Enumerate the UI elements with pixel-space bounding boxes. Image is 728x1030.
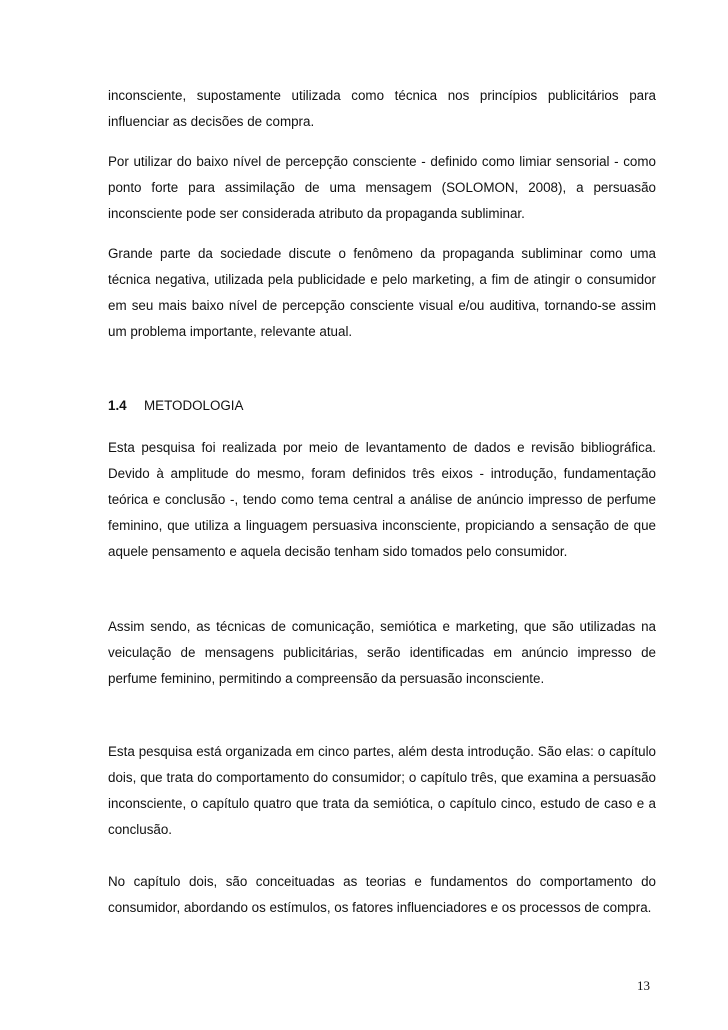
paragraph-subliminar-definition: Por utilizar do baixo nível de percepção consciente - definido como limiar sensorial - como ponto forte para assimilação de uma mensagem (SOLOMON, 2008), a persuasão inconsciente pode ser considerada atributo da propaganda subliminar. xyxy=(108,154,656,221)
paragraph-chapter-two: No capítulo dois, são conceituadas as teorias e fundamentos do comportamento do consumidor, abordando os estímulos, os fatores influenciadores e os processos de compra. xyxy=(108,874,656,915)
paragraph-society-discussion: Grande parte da sociedade discute o fenômeno da propaganda subliminar como uma técnica negativa, utilizada pela publicidade e pelo marketing, a fim de atingir o consumidor em seu mais baixo nível de percepção consciente visual e/ou auditiva, tornando-se assim um problema importante, relevante atual. xyxy=(108,246,656,339)
section-number: 1.4 xyxy=(108,398,127,413)
page-number: 13 xyxy=(637,978,650,993)
paragraph-intro-continuation: inconsciente, supostamente utilizada como técnica nos princípios publicitários para influenciar as decisões de compra. xyxy=(108,88,656,129)
paragraph-organization: Esta pesquisa está organizada em cinco partes, além desta introdução. São elas: o capítulo dois, que trata do comportamento do consumidor; o capítulo três, que examina a persuasão inconsciente, o capítulo quatro que trata da semiótica, o capítulo cinco, estudo de caso e a conclusão. xyxy=(108,744,656,837)
paragraph-methodology: Esta pesquisa foi realizada por meio de levantamento de dados e revisão bibliográfica. Devido à amplitude do mesmo, foram definidos três eixos - introdução, fundamentação teórica e conclusão -, tendo como tema central a análise de anúncio impresso de perfume feminino, que utiliza a linguagem persuasiva inconsciente, propiciando a sensação de que aquele pensamento e aquela decisão tenham sido tomados pelo consumidor. xyxy=(108,440,656,559)
paragraph-techniques: Assim sendo, as técnicas de comunicação, semiótica e marketing, que são utilizadas na veiculação de mensagens publicitárias, serão identificadas em anúncio impresso de perfume feminino, permitindo a compreensão da persuasão inconsciente. xyxy=(108,619,656,686)
section-heading xyxy=(108,393,243,419)
section-title: METODOLOGIA xyxy=(144,398,244,413)
